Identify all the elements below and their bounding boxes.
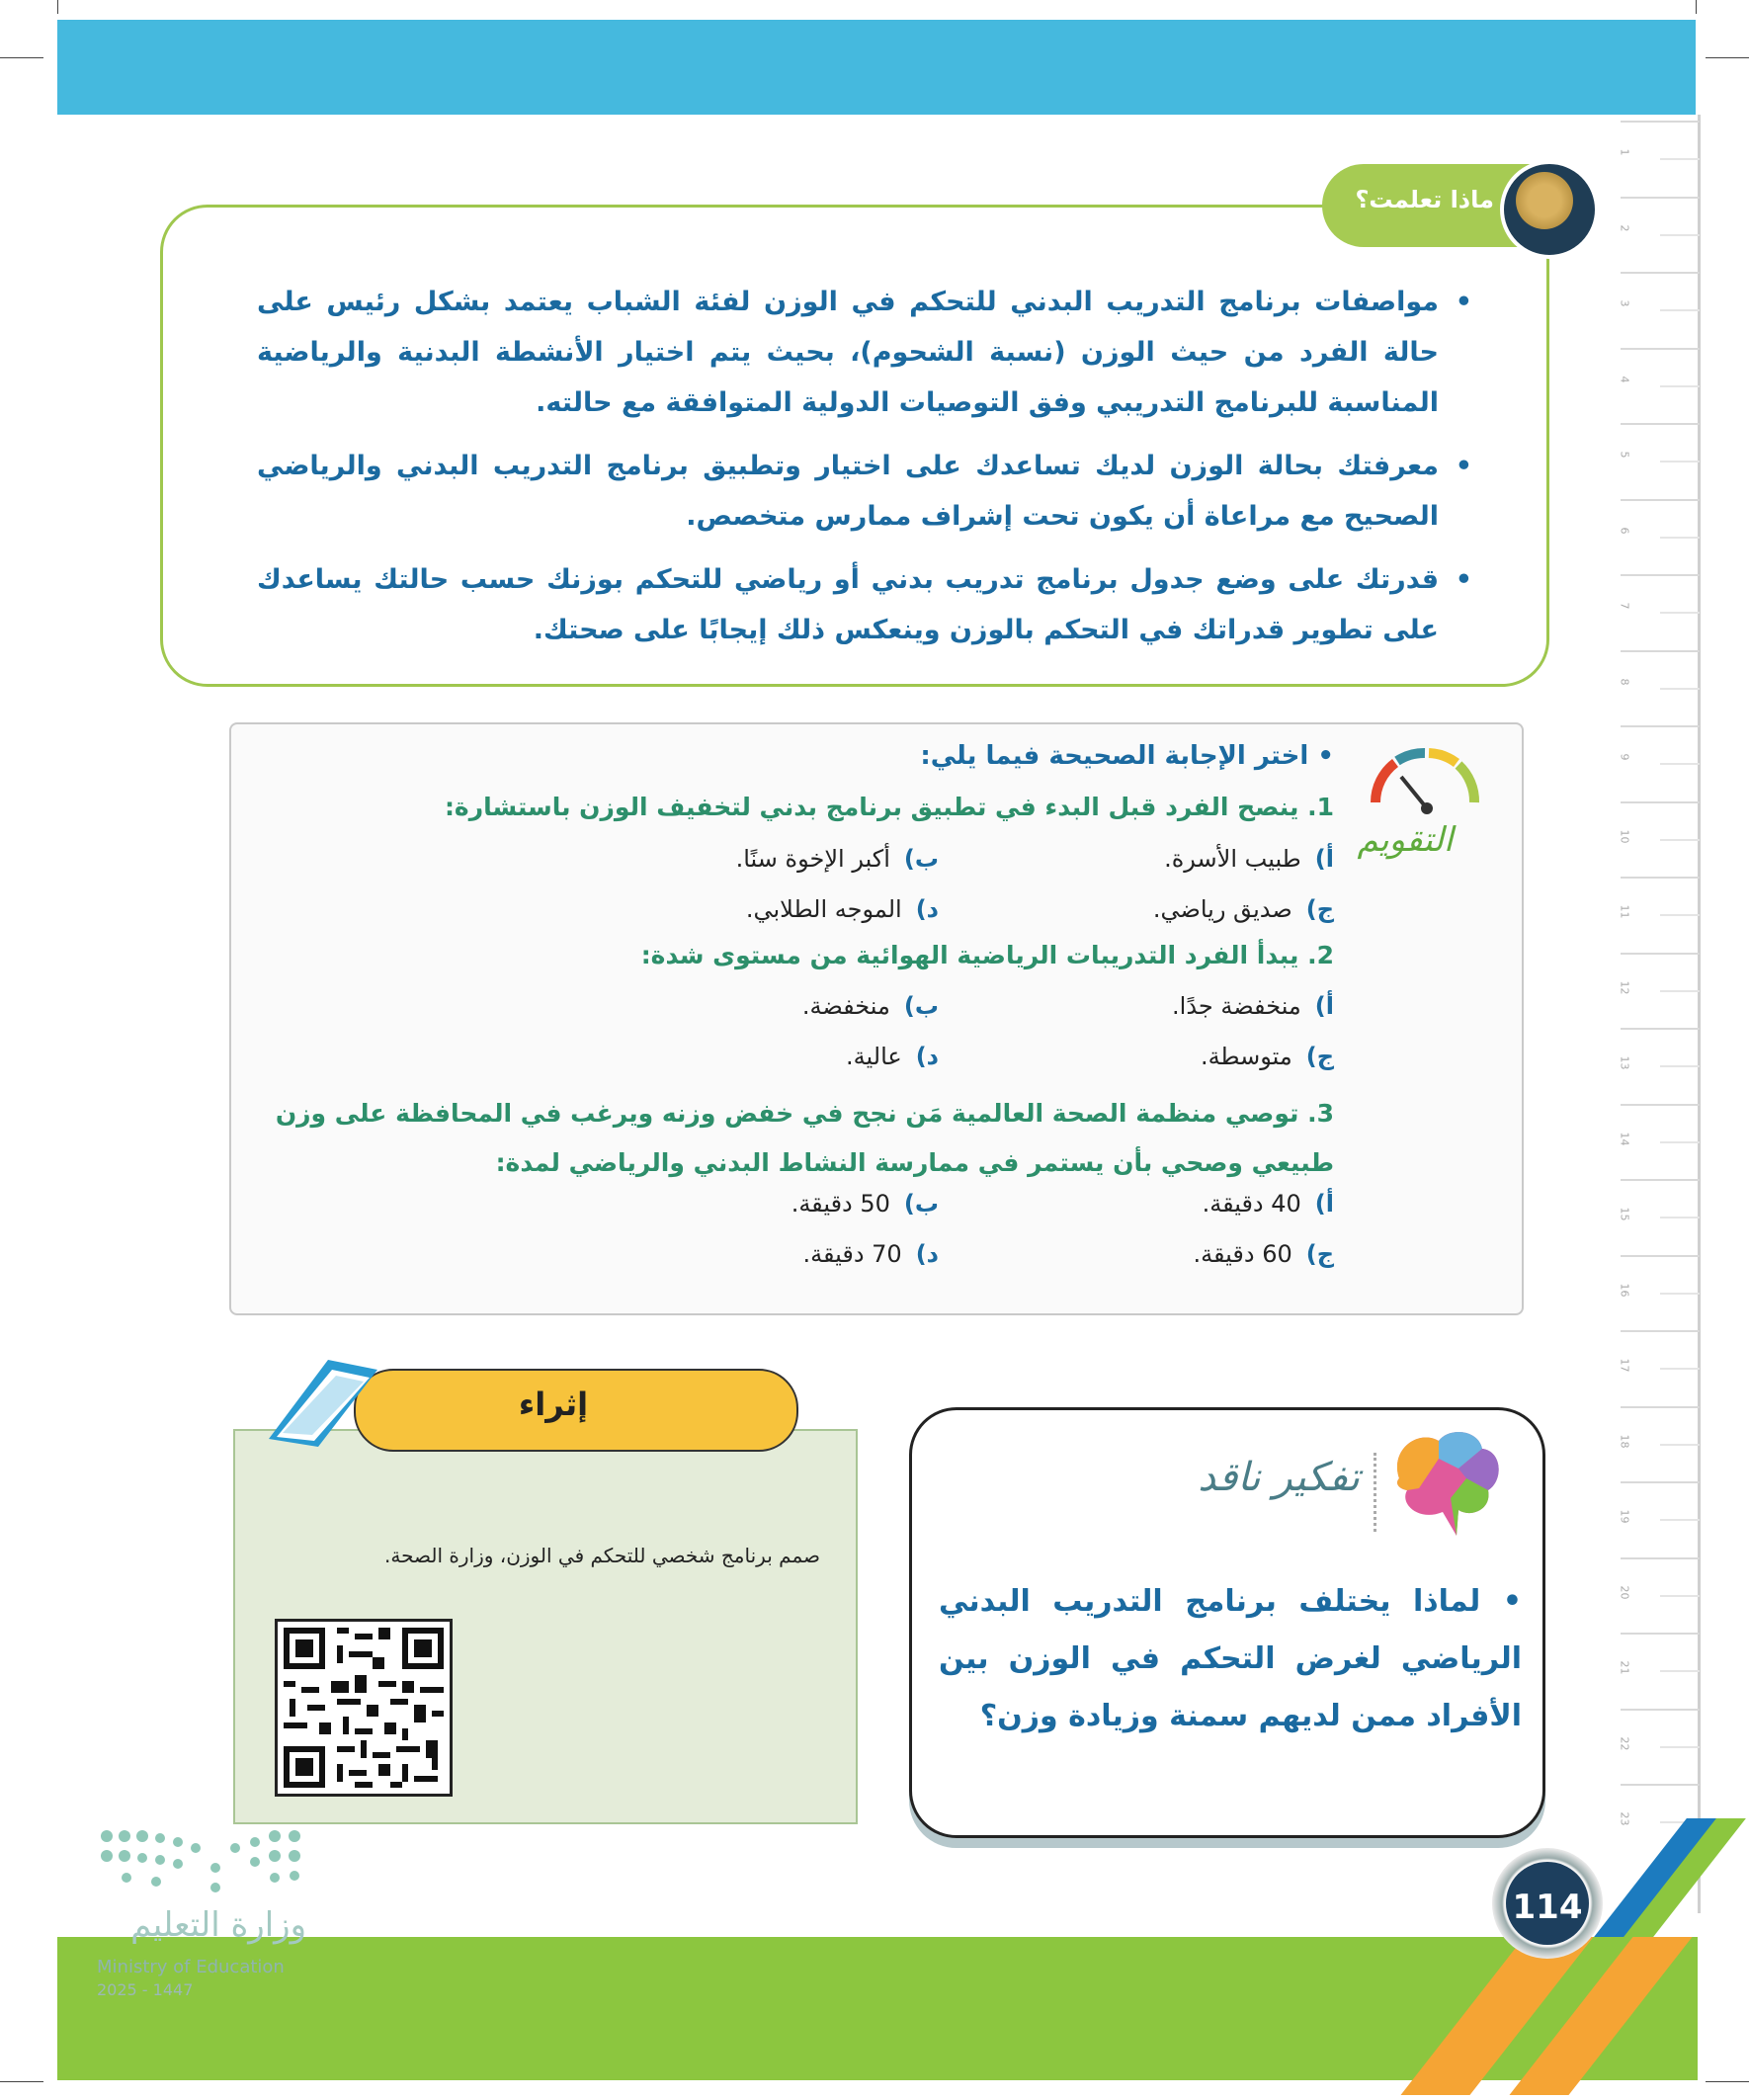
option-letter: أ) [1314,1190,1334,1218]
ruler-tick [1621,953,1700,955]
question-number: 3. [1307,1099,1334,1128]
ruler-tick-minor [1660,1141,1700,1143]
qr-code[interactable] [275,1619,453,1797]
ruler-number: 17 [1618,1358,1631,1373]
ruler-number: 13 [1618,1055,1631,1070]
ruler-number: 10 [1618,829,1631,843]
ruler-tick-minor [1660,763,1700,765]
critical-thinking-question: • لماذا يختلف برنامج التدريب البدني الرياضي لغرض التحكم في الوزن بين الأفراد ممن لديهم سمنة وزيادة وزن؟ [939,1584,1522,1733]
question-number: 1. [1307,793,1334,821]
option-text: منخفضة جدًا. [1172,992,1301,1020]
ruler-tick [1621,725,1700,727]
ruler-number: 14 [1618,1132,1631,1145]
option-text: أكبر الإخوة سنًا. [735,845,890,873]
crop-mark [1696,0,1697,14]
medal-core [1516,172,1573,229]
learned-item: • مواصفات برنامج التدريب البدني للتحكم في الوزن لفئة الشباب يعتمد بشكل رئيس على حالة الفرد من حيث الوزن (نسبة الشحوم)، بحيث يتم اختيار الأنشطة البدنية والرياضية المناسبة للبرنامج التدريبي وفق التوصيات الدولية المتوافقة مع حالته. [257,277,1472,428]
ministry-year: 2025 - 1447 [97,1980,194,1999]
ruler-tick [1621,1784,1700,1786]
option-a[interactable] [1203,1190,1334,1218]
option-text: 60 دقيقة. [1193,1240,1292,1268]
ruler-tick [1621,801,1700,803]
crop-mark [1706,57,1749,58]
ruler-tick-minor [1660,1670,1700,1672]
crop-mark [1706,2081,1749,2082]
option-d[interactable] [802,1240,939,1268]
question-1 [257,793,1334,821]
ruler-number: 3 [1618,299,1631,307]
ruler-tick [1621,1255,1700,1257]
ruler-tick-minor [1660,1293,1700,1295]
question-text: يبدأ الفرد التدريبات الرياضية الهوائية من مستوى شدة: [640,941,1299,969]
learned-title: ماذا تعلمت؟ [1355,186,1494,213]
ruler-tick [1621,1406,1700,1408]
ruler-tick-minor [1660,385,1700,387]
option-c[interactable] [1194,1240,1334,1268]
option-letter: ب) [903,845,939,873]
ruler-tick-minor [1660,158,1700,160]
ruler-tick-minor [1660,1595,1700,1597]
option-d[interactable] [746,895,939,923]
ruler-tick [1621,1633,1700,1635]
divider [1374,1453,1376,1532]
ministry-name-en: Ministry of Education [97,1957,285,1977]
ruler-number: 15 [1618,1207,1631,1221]
option-letter: ب) [903,1190,939,1218]
option-text: متوسطة. [1200,1043,1292,1070]
ruler-tick-minor [1660,612,1700,614]
question-text: توصي منظمة الصحة العالمية مَن نجح في خفض وزنه ويرغب في المحافظة على وزن طبيعي وصحي بأن يستمر في ممارسة النشاط البدني والرياضي لمدة: [275,1099,1334,1177]
ruler-tick [1621,574,1700,576]
option-a[interactable] [1164,845,1334,873]
ruler-tick-minor [1660,914,1700,916]
ruler-tick [1621,650,1700,652]
enrichment-title: إثراء [518,1386,589,1423]
option-c[interactable] [1201,1043,1334,1070]
ruler-tick [1621,121,1700,123]
ruler-number: 18 [1618,1434,1631,1448]
ruler-tick-minor [1660,1746,1700,1748]
option-letter: ج) [1305,1043,1334,1070]
ruler-tick-minor [1660,688,1700,690]
crop-mark [0,2081,43,2082]
option-text: طبيب الأسرة. [1164,845,1301,873]
ruler-number: 20 [1618,1585,1631,1599]
enrichment-text: صمم برنامج شخصي للتحكم في الوزن، وزارة الصحة. [384,1544,820,1567]
option-letter: د) [915,1240,939,1268]
ruler-tick-minor [1660,234,1700,236]
ruler-tick [1621,1028,1700,1030]
ruler-number: 21 [1618,1660,1631,1675]
option-text: 70 دقيقة. [802,1240,902,1268]
ruler-number: 19 [1618,1509,1631,1524]
option-b[interactable] [791,1190,939,1218]
ruler-tick-minor [1660,1217,1700,1218]
ruler-number: 2 [1618,224,1631,231]
learned-item: • معرفتك بحالة الوزن لديك تساعدك على اختيار وتطبيق برنامج التدريب البدني والرياضي الصحيح مع مراعاة أن يكون تحت إشراف ممارس متخصص. [257,441,1472,542]
ruler-number: 7 [1618,602,1631,610]
crop-mark [57,0,58,14]
ruler-tick [1621,272,1700,274]
page-number: 114 [1512,1888,1583,1927]
ruler-tick [1621,1481,1700,1483]
top-header-bar [57,20,1696,115]
ruler-tick-minor [1660,309,1700,311]
ruler-tick [1621,348,1700,350]
option-b[interactable] [802,992,939,1020]
ruler-number: 8 [1618,678,1631,685]
question-2 [257,941,1334,969]
option-letter: د) [915,895,939,923]
evaluation-instruction: • اختر الإجابة الصحيحة فيما يلي: [920,741,1334,771]
ruler-tick [1621,1709,1700,1711]
crop-mark [0,57,43,58]
ruler-tick-minor [1660,990,1700,992]
ruler-tick [1621,1330,1700,1332]
option-letter: ب) [903,992,939,1020]
option-letter: أ) [1314,992,1334,1020]
ruler-tick [1621,877,1700,879]
option-letter: ج) [1305,895,1334,923]
critical-thinking-title: تفكير ناقد [1198,1455,1360,1500]
ruler-number: 23 [1618,1811,1631,1826]
learned-item: • قدرتك على وضع جدول برنامج تدريب بدني أو رياضي للتحكم بوزنك حسب حالتك يساعدك على تطوير قدراتك في التحكم بالوزن وينعكس ذلك إيجابًا على صحتك. [257,554,1472,655]
ruler-tick-minor [1660,1519,1700,1521]
option-text: عالية. [846,1043,902,1070]
ruler-tick-minor [1660,1444,1700,1446]
open-book-icon [259,1330,387,1459]
question-text: ينصح الفرد قبل البدء في تطبيق برنامج بدني لتخفيف الوزن باستشارة: [444,793,1299,821]
ruler-tick [1621,423,1700,425]
ruler-tick-minor [1660,1368,1700,1370]
option-text: الموجه الطلابي. [745,895,902,923]
ruler-number: 11 [1618,904,1631,919]
option-b[interactable] [736,845,939,873]
ruler-tick [1621,1557,1700,1559]
ruler-tick-minor [1660,839,1700,841]
ruler-tick [1621,1179,1700,1181]
brain-puzzle-icon [1379,1419,1510,1550]
learned-list [257,277,1472,668]
question-3 [257,1089,1334,1188]
option-d[interactable] [846,1043,939,1070]
option-text: منخفضة. [801,992,890,1020]
option-letter: د) [915,1043,939,1070]
option-text: 40 دقيقة. [1202,1190,1301,1218]
evaluation-label: التقويم [1357,820,1454,860]
ministry-name-ar: وزارة التعليم [130,1905,306,1945]
ruler-tick-minor [1660,537,1700,539]
ruler-number: 1 [1618,148,1631,156]
ruler-number: 12 [1618,980,1631,994]
ruler-number: 4 [1618,376,1631,382]
ruler-number: 9 [1618,753,1631,761]
ruler-number: 16 [1618,1283,1631,1297]
ruler-number: 5 [1618,451,1631,459]
ruler-tick [1621,499,1700,501]
option-c[interactable] [1153,895,1334,923]
ruler-number: 22 [1618,1736,1631,1750]
ruler-tick-minor [1660,461,1700,462]
ruler-tick [1621,1104,1700,1106]
ruler-number: 6 [1618,527,1631,534]
ruler-tick [1621,197,1700,199]
question-number: 2. [1307,941,1334,969]
option-text: صديق رياضي. [1152,895,1292,923]
option-text: 50 دقيقة. [791,1190,890,1218]
option-letter: ج) [1305,1240,1334,1268]
option-a[interactable] [1172,992,1334,1020]
ministry-logo-dots [97,1826,314,1905]
option-letter: أ) [1314,845,1334,873]
ruler-tick-minor [1660,1065,1700,1067]
